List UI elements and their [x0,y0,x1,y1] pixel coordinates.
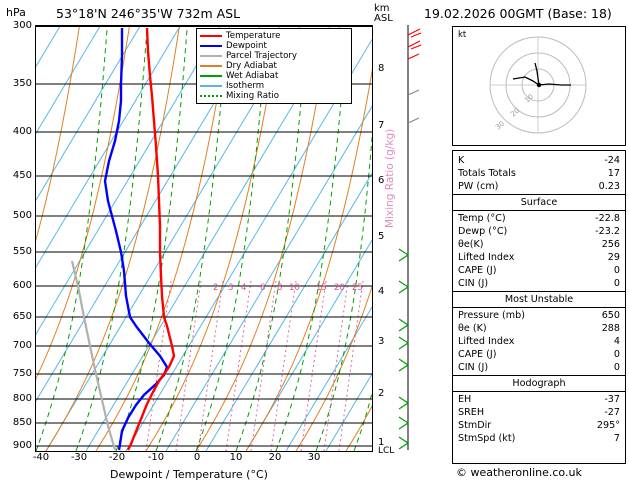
y-tick-850: 850 [12,417,32,428]
km-tick-5: 5 [378,231,385,242]
mixing-value-2: 2 [213,283,219,293]
section-header-hodograph: Hodograph [512,378,566,389]
index-key: EH [458,394,472,405]
divider [453,291,625,292]
legend-swatch-isotherm [200,85,222,87]
index-value: 7 [613,433,620,444]
legend-item-temperature [200,31,348,41]
x-tick--40: -40 [32,452,50,463]
mixing-value-8: 8 [277,283,283,293]
hodograph-unit-label: kt [458,30,467,40]
legend-label-mixing-ratio: Mixing Ratio [226,90,279,101]
legend-swatch-dry-adiabat [200,65,222,67]
index-key: PW (cm) [458,181,499,192]
sounding-indices-panel [452,150,626,464]
legend-label-isotherm: Isotherm [226,80,265,91]
index-row-sfc-dewp [453,225,625,238]
divider [453,210,625,211]
legend-item-dry-adiabat [200,61,348,71]
station-title: 53°18'N 246°35'W 732m ASL [56,6,241,21]
mixing-value-25: 25 [352,283,363,293]
index-value: 650 [601,310,620,321]
wind-barb-column [398,25,434,450]
y-tick-450: 450 [12,170,32,181]
legend-item-mixing-ratio [200,91,348,101]
mixing-value-20: 20 [334,283,345,293]
lcl-label: LCL [378,446,395,456]
svg-text:10: 10 [523,92,536,105]
forecast-date-label: 19.02.2026 00GMT (Base: 18) [424,6,612,21]
index-row-eh [453,393,625,406]
index-value: -23.2 [595,226,620,237]
y-tick-350: 350 [12,78,32,89]
index-row-mu-pressure [453,309,625,322]
index-value: -22.8 [595,213,620,224]
index-row-mu-thetae [453,322,625,335]
x-tick-30: 30 [307,452,321,463]
pressure-unit-label: hPa [6,6,26,19]
hodograph-panel [452,26,626,146]
svg-text:30: 30 [494,119,507,132]
mixing-ratio-axis-label: Mixing Ratio (g/kg) [384,128,396,228]
index-row-sfc-temp [453,212,625,225]
index-row-k [453,154,625,167]
mixing-value-4: 4 [241,283,247,293]
index-value: 288 [601,323,620,334]
index-value: 29 [607,252,620,263]
y-tick-550: 550 [12,246,32,257]
divider [453,307,625,308]
index-row-mu-li [453,335,625,348]
y-tick-750: 750 [12,368,32,379]
divider [453,194,625,195]
y-tick-300: 300 [12,20,32,31]
index-value: 4 [613,336,620,347]
index-key: StmDir [458,420,492,431]
x-tick-20: 20 [268,452,282,463]
legend-swatch-parcel [200,55,222,57]
mixing-value-3: 3 [228,283,234,293]
legend-item-dewpoint [200,41,348,51]
divider [453,375,625,376]
index-row-mu-cape [453,348,625,361]
index-row-stmspd [453,432,625,445]
index-value: 0 [613,349,620,360]
index-row-sfc-thetae [453,238,625,251]
index-key: Lifted Index [458,336,515,347]
km-tick-7: 7 [378,120,385,131]
legend-item-isotherm [200,81,348,91]
x-tick-0: 0 [193,452,201,463]
index-value: 0 [613,362,620,373]
legend-label-dewpoint: Dewpoint [226,40,267,51]
km-tick-2: 2 [378,388,385,399]
y-tick-600: 600 [12,280,32,291]
index-key: StmSpd (kt) [458,433,516,444]
section-header-most-unstable: Most Unstable [504,294,574,305]
km-tick-4: 4 [378,286,385,297]
index-row-sfc-li [453,251,625,264]
legend-label-temperature: Temperature [226,30,281,41]
legend-swatch-wet-adiabat [200,75,222,77]
footer-credit [456,466,582,479]
index-key: Temp (°C) [458,213,506,224]
divider [453,391,625,392]
y-tick-400: 400 [12,126,32,137]
y-tick-700: 700 [12,340,32,351]
index-row-totals-totals [453,167,625,180]
index-key: Pressure (mb) [458,310,525,321]
legend-label-parcel: Parcel Trajectory [226,50,297,61]
index-row-mu-cin [453,361,625,374]
y-tick-500: 500 [12,210,32,221]
svg-text:20: 20 [509,106,522,119]
index-key: CAPE (J) [458,349,497,360]
index-value: 0 [613,265,620,276]
index-key: CIN (J) [458,278,489,289]
x-tick-10: 10 [229,452,243,463]
section-header-surface: Surface [520,197,558,208]
index-key: K [458,155,465,166]
legend-label-dry-adiabat: Dry Adiabat [226,60,277,71]
index-key: SREH [458,407,485,418]
index-row-sfc-cin [453,277,625,290]
mixing-value-15: 15 [316,283,327,293]
km-tick-6: 6 [378,175,385,186]
index-key: Lifted Index [458,252,515,263]
index-key: CIN (J) [458,362,489,373]
index-row-stmdir [453,419,625,432]
index-row-sreh [453,406,625,419]
legend-swatch-dewpoint [200,45,222,47]
index-value: 0.23 [598,181,620,192]
index-value: 0 [613,278,620,289]
index-value: -24 [604,155,620,166]
index-key: CAPE (J) [458,265,497,276]
x-tick--20: -20 [108,452,126,463]
x-tick--10: -10 [147,452,165,463]
y-tick-800: 800 [12,393,32,404]
y-tick-900: 900 [12,440,32,451]
index-value: 295° [596,420,620,431]
legend-item-wet-adiabat [200,71,348,81]
legend-swatch-temperature [200,35,222,37]
copyright-symbol: © [456,466,471,479]
x-axis-title: Dewpoint / Temperature (°C) [110,468,268,481]
site-name[interactable]: weatheronline.co.uk [470,466,582,479]
mixing-value-6: 6 [260,283,266,293]
y-tick-650: 650 [12,311,32,322]
km-tick-8: 8 [378,63,385,74]
km-axis-label: km ASL [374,3,393,24]
index-key: θe (K) [458,323,487,334]
legend-item-parcel [200,51,348,61]
km-tick-1: 1 [378,437,385,448]
index-value: -27 [604,407,620,418]
index-key: Totals Totals [458,168,516,179]
legend-label-wet-adiabat: Wet Adiabat [226,70,279,81]
index-value: 256 [601,239,620,250]
km-tick-3: 3 [378,336,385,347]
index-row-pw [453,180,625,193]
index-value: -37 [604,394,620,405]
index-row-sfc-cape [453,264,625,277]
x-tick--30: -30 [70,452,88,463]
chart-legend [196,28,352,104]
mixing-value-10: 10 [289,283,300,293]
index-key: Dewp (°C) [458,226,508,237]
index-key: θe(K) [458,239,484,250]
legend-swatch-mixing-ratio [200,95,222,97]
index-value: 17 [607,168,620,179]
